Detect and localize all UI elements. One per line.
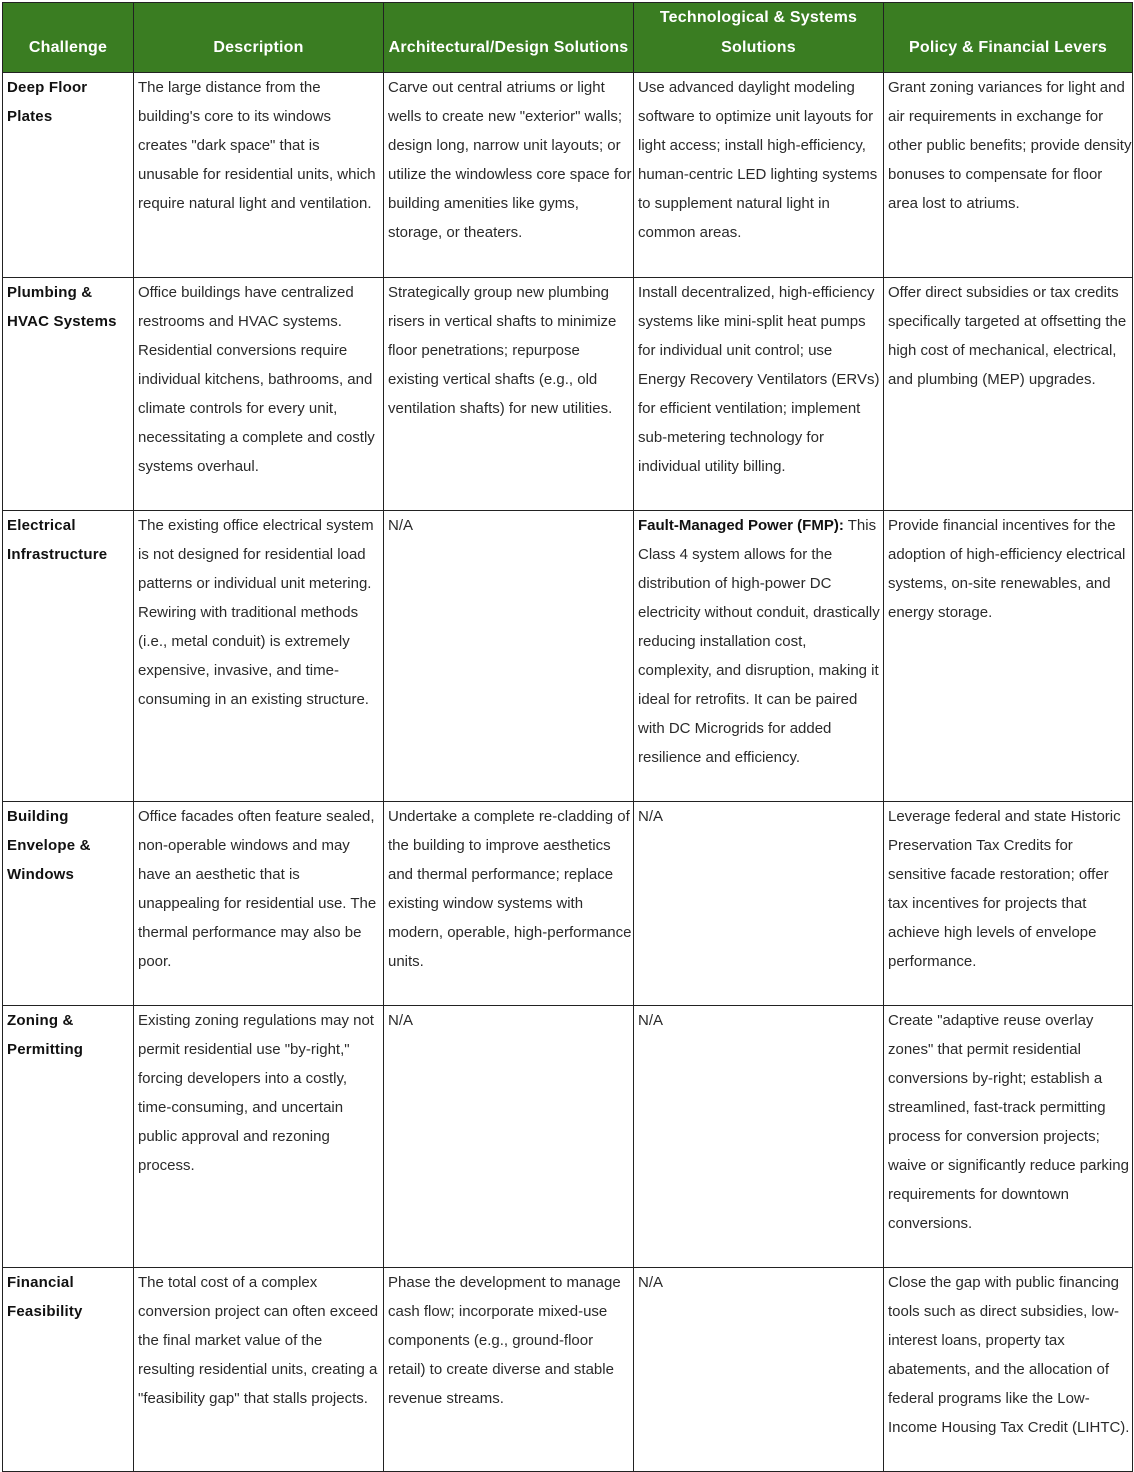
header-description: Description [134,3,384,73]
row-architectural: N/A [384,1006,634,1268]
table-header [3,3,1133,73]
row-policy: Offer direct subsidies or tax credits specifically targeted at offsetting the high cost of mechanical, electrical, and plumbing (MEP) upgrades. [884,278,1133,511]
row-challenge: Zoning & Permitting [3,1006,134,1268]
row-architectural: Phase the development to manage cash flow; incorporate mixed-use components (e.g., ground-floor retail) to create diverse and stable revenue streams. [384,1268,634,1472]
row-technological-text: N/A [638,808,664,825]
row-description: The total cost of a complex conversion project can often exceed the final market value of the resulting residential units, creating a "feasibility gap" that stalls projects. [134,1268,384,1472]
row-description: Office facades often feature sealed, non-operable windows and may have an aesthetic that is unappealing for residential use. The thermal performance may also be poor. [134,802,384,1006]
header-architectural: Architectural/Design Solutions [384,3,634,73]
row-technological [634,1268,884,1472]
conversion-challenges-table [2,2,1133,1472]
table-row [3,511,1133,802]
row-technological-text: Install decentralized, high-efficiency systems like mini-split heat pumps for individual unit control; use Energy Recovery Ventilators (ERVs) for efficient ventilation; implement sub-metering technology for individual utility billing. [638,284,880,475]
row-technological-text: Use advanced daylight modeling software to optimize unit layouts for light access; install high-efficiency, human-centric LED lighting systems to supplement natural light in common areas. [638,79,878,241]
row-policy: Create "adaptive reuse overlay zones" that permit residential conversions by-right; establish a streamlined, fast-track permitting process for conversion projects; waive or significantly reduce parking requirements for downtown conversions. [884,1006,1133,1268]
table-row [3,802,1133,1006]
header-policy: Policy & Financial Levers [884,3,1133,73]
row-architectural: Undertake a complete re-cladding of the building to improve aesthetics and thermal performance; replace existing window systems with modern, operable, high-performance units. [384,802,634,1006]
row-architectural: N/A [384,511,634,802]
header-challenge: Challenge [3,3,134,73]
table-row [3,278,1133,511]
row-description: Existing zoning regulations may not permit residential use "by-right," forcing developers into a costly, time-consuming, and uncertain public approval and rezoning process. [134,1006,384,1268]
row-description: The large distance from the building's core to its windows creates "dark space" that is unusable for residential units, which require natural light and ventilation. [134,73,384,278]
row-technological [634,511,884,802]
row-technological-text: N/A [638,1012,664,1029]
row-technological [634,278,884,511]
row-challenge: Financial Feasibility [3,1268,134,1472]
row-technological [634,1006,884,1268]
row-description: Office buildings have centralized restrooms and HVAC systems. Residential conversions require individual kitchens, bathrooms, and climate controls for every unit, necessitating a complete and costly systems overhaul. [134,278,384,511]
header-row [3,3,1133,73]
row-challenge: Building Envelope & Windows [3,802,134,1006]
row-policy: Provide financial incentives for the adoption of high-efficiency electrical systems, on-site renewables, and energy storage. [884,511,1133,802]
row-policy: Close the gap with public financing tools such as direct subsidies, low-interest loans, property tax abatements, and the allocation of federal programs like the Low-Income Housing Tax Credit (LIHTC). [884,1268,1133,1472]
row-technological-text: N/A [638,1274,664,1291]
row-architectural: Strategically group new plumbing risers in vertical shafts to minimize floor penetrations; repurpose existing vertical shafts (e.g., old ventilation shafts) for new utilities. [384,278,634,511]
row-policy: Grant zoning variances for light and air requirements in exchange for other public benefits; provide density bonuses to compensate for floor area lost to atriums. [884,73,1133,278]
header-technological: Technological & Systems Solutions [634,3,884,73]
row-description: The existing office electrical system is not designed for residential load patterns or individual unit metering. Rewiring with traditional methods (i.e., metal conduit) is extremely expensive, invasive, and time-consuming in an existing structure. [134,511,384,802]
row-technological-text: This Class 4 system allows for the distribution of high-power DC electricity without conduit, drastically reducing installation cost, complexity, and disruption, making it ideal for retrofits. It can be paired with DC Microgrids for added resilience and efficiency. [638,517,880,766]
table-body [3,73,1133,1472]
row-challenge: Electrical Infrastructure [3,511,134,802]
table-row [3,1006,1133,1268]
table-row [3,73,1133,278]
row-policy: Leverage federal and state Historic Preservation Tax Credits for sensitive facade restoration; offer tax incentives for projects that achieve high levels of envelope performance. [884,802,1133,1006]
row-technological-lead: Fault-Managed Power (FMP): [638,517,844,534]
row-technological [634,73,884,278]
row-technological [634,802,884,1006]
row-architectural: Carve out central atriums or light wells to create new "exterior" walls; design long, narrow unit layouts; or utilize the windowless core space for building amenities like gyms, storage, or theaters. [384,73,634,278]
row-challenge: Deep Floor Plates [3,73,134,278]
row-challenge: Plumbing & HVAC Systems [3,278,134,511]
table-row [3,1268,1133,1472]
